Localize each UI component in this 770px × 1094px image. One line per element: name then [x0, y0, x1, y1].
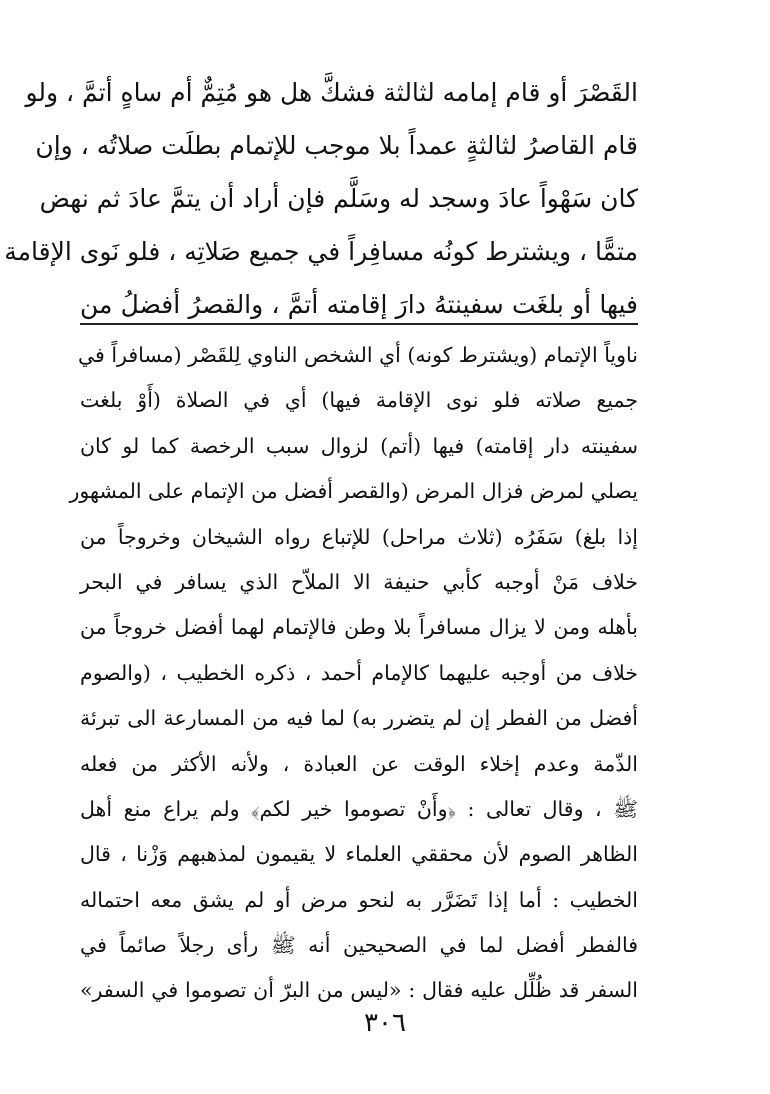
main-text-line: القَصْرَ أو قام إمامه لثالثة فشكَّ هل هو مُتِمٌّ أم ساهٍ أتمَّ ، ولو: [25, 78, 638, 107]
main-text-line: قام القاصرُ لثالثةٍ عمداً بلا موجب للإتمام بطلَت صلاتُه ، وإن: [35, 131, 638, 160]
footnote-divider: [80, 323, 638, 325]
footnote-line: جميع صلاته فلو نوى الإقامة فيها) أي في الصلاة (أَوْ بلغت: [80, 388, 638, 413]
footnote-line: سفينته دار إقامته) فيها (أتم) لزوال سبب الرخصة كما لو كان: [80, 433, 638, 458]
footnote-line: ﷺ ، وقال تعالى : ﴿وأَنْ تصوموا خير لكم﴾ ولم يراع منع أهل: [80, 796, 638, 821]
footnote-line: الذّمة وعدم إخلاء الوقت عن العبادة ، ولأنه الأكثر من فعله: [80, 751, 638, 776]
footnote-line: فالفطر أفضل لما في الصحيحين أنه ﷺ رأى رجلاً صائماً في: [80, 933, 638, 958]
footnote-line: خلاف من أوجبه عليهما كالإمام أحمد ، ذكره الخطيب ، (والصوم: [80, 660, 638, 685]
main-text-line: كان سَهْواً عادَ وسجد له وسَلَّم فإن أراد أن يتمَّ عادَ ثم نهض: [39, 184, 638, 213]
main-text-line: متمًّا ، ويشترط كونُه مسافِراً في جميع صَلاتِه ، فلو نَوى الإقامة: [4, 237, 638, 266]
page-number: ٣٠٦: [364, 1008, 406, 1038]
footnote-line: أفضل من الفطر إن لم يتضرر به) لما فيه من المسارعة الى تبرئة: [80, 706, 638, 731]
footnote-line: الظاهر الصوم لأن محققي العلماء لا يقيمون لمذهبهم وَزْنا ، قال: [80, 842, 638, 867]
main-text-block: [4, 66, 638, 331]
footnote-line: يصلي لمرض فزال المرض (والقصر أفضل من الإتمام على المشهور: [69, 479, 638, 504]
footnote-line: الخطيب : أما إذا تَضَرَّر به لنحو مرض أو لم يشق معه احتماله: [80, 887, 638, 912]
footnote-line: ناوياً الإتمام (ويشترط كونه) أي الشخص الناوي لِلقَصْر (مسافراً في: [77, 343, 638, 367]
main-text-line: فيها أو بلغَت سفينتهُ دارَ إقامته أتمَّ ، والقصرُ أفضلُ من: [80, 290, 638, 319]
footnote-line: خلاف مَنْ أوجبه كأبي حنيفة الا الملاّح الذي يسافر في البحر: [80, 569, 638, 594]
footnote-line: بأهله ومن لا يزال مسافراً بلا وطن فالإتمام لهما أفضل خروجاً من: [80, 615, 638, 640]
footnote-line: إذا بلغ) سَفَرُه (ثلاث مراحل) للإتباع رواه الشيخان وخروجاً من: [80, 524, 638, 549]
footnote-block: [69, 333, 638, 1014]
footnote-line: السفر قد ظُلِّل عليه فقال : «ليس من البرّ أن تصوموا في السفر»: [80, 978, 638, 1003]
